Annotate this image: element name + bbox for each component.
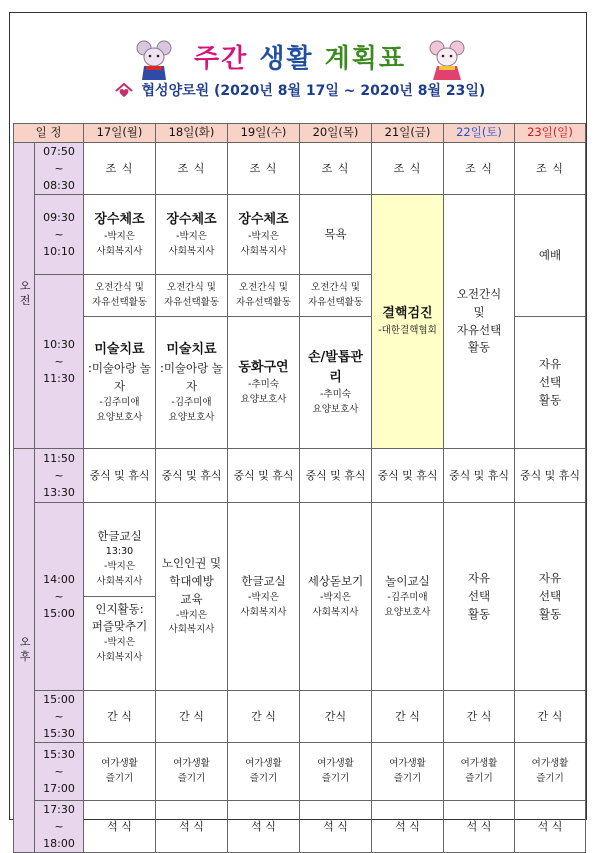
activity-line: 활동 (538, 392, 562, 407)
cell-leisure (372, 743, 444, 801)
header-label: 일 정 (14, 124, 84, 143)
cell-exercise (156, 195, 228, 275)
time-sep: ~ (54, 765, 64, 779)
time-start: 10:30 (43, 338, 75, 352)
activity-staff: -대한결핵협회 (378, 325, 437, 337)
activity-line: 자유 (467, 570, 491, 585)
activity-title: 노인인권 및 (161, 556, 222, 571)
time-end: 15:00 (43, 607, 75, 621)
activity-staff: -박지은 (104, 561, 135, 573)
time-cell (35, 743, 84, 801)
activity-staff: -추미숙 (320, 389, 351, 401)
cell: 중식 및 휴식 (372, 449, 444, 503)
activity-line: 오전간식 (456, 287, 502, 302)
activity-title: 퍼즐맞추기 (91, 619, 148, 634)
activity-role: 사회복지사 (240, 245, 287, 257)
cell-exercise (228, 195, 300, 275)
activity-title: 한글교실 (241, 574, 286, 589)
page-title (0, 38, 600, 75)
title-part-2: 생활 (259, 44, 314, 74)
cell-sat-morning (444, 195, 515, 449)
activity-title: 목욕 (324, 226, 347, 241)
activity-line: 선택 (538, 374, 562, 389)
time-sep: ~ (54, 710, 64, 724)
cell-leisure (300, 743, 372, 801)
activity-title: 장수체조 (238, 211, 289, 227)
activity-staff: -김주미애 (387, 591, 428, 603)
row-lunch (14, 449, 586, 503)
cell: 중식 및 휴식 (300, 449, 372, 503)
activity-line: 자유선택활동 (163, 296, 220, 308)
activity-line: 여가생활 (389, 758, 426, 770)
activity-line: 즐기기 (393, 772, 422, 784)
cell: 조 식 (515, 143, 586, 195)
activity-title: 놀이교실 (385, 574, 430, 589)
cell: 중식 및 휴식 (156, 449, 228, 503)
activity-staff: -박지은 (104, 230, 135, 242)
cell-art (84, 317, 156, 449)
cell: 중식 및 휴식 (515, 449, 586, 503)
activity-role: 사회복지사 (96, 245, 143, 257)
day-sun: 23일(일) (515, 124, 586, 143)
time-end: 18:00 (43, 837, 75, 851)
cell-sat-free (444, 503, 515, 691)
cell-korean (228, 503, 300, 691)
row-exercise (14, 195, 586, 275)
activity-title: 인지활동: (95, 601, 144, 616)
activity-staff: -김주미애 (99, 396, 140, 408)
activity-title: 한글교실 (97, 528, 142, 543)
row-afternoon (14, 503, 586, 691)
day-mon: 17일(월) (84, 124, 156, 143)
time-sep: ~ (54, 355, 64, 369)
time-start: 15:30 (43, 748, 75, 762)
activity-role: 사회복지사 (96, 575, 143, 587)
row-dinner (14, 801, 586, 853)
time-cell (35, 691, 84, 743)
activity-title: 장수체조 (94, 211, 145, 227)
cell: 간 식 (515, 691, 586, 743)
cell-sun-free (515, 317, 586, 449)
activity-title: 학대예방 (169, 574, 214, 589)
activity-line: 선택 (538, 588, 562, 603)
activity-subtitle: :미술아랑 놀자 (159, 361, 224, 393)
activity-subtitle: :미술아랑 놀자 (87, 361, 152, 393)
cell: 조 식 (444, 143, 515, 195)
activity-line: 오전간식 및 (239, 281, 288, 293)
organization-name: 협성양로원 (141, 83, 210, 99)
header-row (14, 124, 586, 143)
activity-staff: -박지은 (176, 230, 207, 242)
day-sat: 22일(토) (444, 124, 515, 143)
activity-role: 사회복지사 (96, 651, 143, 663)
day-tue: 18일(화) (156, 124, 228, 143)
activity-line: 여가생활 (531, 758, 569, 770)
activity-title: 세상돋보기 (307, 574, 364, 589)
time-start: 09:30 (43, 211, 75, 225)
cell-health-exam (372, 195, 444, 449)
time-cell (35, 275, 84, 449)
time-end: 10:10 (43, 245, 75, 259)
activity-line: 즐기기 (249, 772, 278, 784)
cell: 간 식 (84, 691, 156, 743)
activity-line: 선택 (467, 588, 491, 603)
period-pm (14, 449, 35, 853)
cell: 중식 및 휴식 (84, 449, 156, 503)
time-end: 15:30 (43, 727, 75, 741)
activity-staff: -추미숙 (248, 378, 279, 390)
activity-line: 자유 (538, 570, 562, 585)
activity-line: 오전간식 및 (311, 281, 360, 293)
cell: 석 식 (300, 801, 372, 853)
activity-line: 활동 (467, 340, 491, 355)
time-start: 11:50 (43, 452, 75, 466)
cell-nail (300, 317, 372, 449)
activity-title: 교육 (180, 591, 203, 606)
activity-line: 즐기기 (321, 772, 350, 784)
time-start: 14:00 (43, 573, 75, 587)
activity-staff: -박지은 (248, 230, 279, 242)
row-leisure (14, 743, 586, 801)
activity-staff: -박지은 (248, 591, 279, 603)
cell: 간 식 (444, 691, 515, 743)
period-am-label: 오 전 (18, 280, 32, 306)
cell-storytelling (228, 317, 300, 449)
house-heart-icon (115, 83, 133, 99)
day-fri: 21일(금) (372, 124, 444, 143)
cell-leisure (84, 743, 156, 801)
activity-role: 사회복지사 (168, 624, 215, 636)
cell-bath (300, 195, 372, 275)
activity-title: 장수체조 (166, 211, 217, 227)
cell-sun-free (515, 503, 586, 691)
activity-role: 사회복지사 (240, 606, 287, 618)
cell-play (372, 503, 444, 691)
row-breakfast (14, 143, 586, 195)
activity-line: 여가생활 (460, 758, 498, 770)
time-start: 15:00 (43, 693, 75, 707)
period-am (14, 143, 35, 449)
cell: 간 식 (228, 691, 300, 743)
cell-leisure (515, 743, 586, 801)
time-end: 13:30 (43, 486, 75, 500)
cell: 석 식 (228, 801, 300, 853)
cell-leisure (156, 743, 228, 801)
activity-line: 즐기기 (177, 772, 206, 784)
cell: 간 식 (156, 691, 228, 743)
cell: 간 식 (372, 691, 444, 743)
cell-snack-free (156, 275, 228, 317)
activity-title: 미술치료 (166, 342, 217, 358)
time-end: 11:30 (43, 372, 75, 386)
activity-title: 동화구연 (238, 359, 289, 375)
activity-line: 여가생활 (317, 758, 354, 770)
subtitle (0, 80, 600, 100)
cell: 석 식 (84, 801, 156, 853)
title-part-1: 주간 (194, 44, 249, 74)
cell: 조 식 (300, 143, 372, 195)
cell: 조 식 (228, 143, 300, 195)
time-sep: ~ (54, 469, 64, 483)
day-thu: 20일(목) (300, 124, 372, 143)
cell-rights (156, 503, 228, 691)
title-row (0, 38, 600, 82)
cell: 석 식 (515, 801, 586, 853)
activity-staff: -김주미애 (171, 396, 212, 408)
cell: 간식 (300, 691, 372, 743)
time-sep: ~ (54, 228, 64, 242)
title-part-3: 계획표 (324, 44, 406, 74)
cell: 석 식 (156, 801, 228, 853)
period-pm-label: 오 후 (18, 635, 32, 661)
activity-line: 활동 (467, 606, 491, 621)
activity-line: 자유선택 (456, 322, 502, 337)
cell-snack-free (300, 275, 372, 317)
cell-leisure (444, 743, 515, 801)
cell-snack-free (84, 275, 156, 317)
activity-role: 요양보호사 (168, 411, 215, 423)
cell: 중식 및 휴식 (444, 449, 515, 503)
activity-role: 요양보호사 (312, 403, 359, 415)
cognitive-block (84, 597, 155, 670)
time-cell (35, 195, 84, 275)
activity-role: 요양보호사 (96, 411, 143, 423)
activity-role: 사회복지사 (168, 245, 215, 257)
activity-line: 자유선택활동 (91, 296, 148, 308)
activity-title: 미술치료 (94, 342, 145, 358)
time-cell (35, 801, 84, 853)
activity-line: 오전간식 및 (95, 281, 144, 293)
schedule-period: (2020년 8월 17일 ~ 2020년 8월 23일) (214, 83, 486, 99)
activity-title: 손/발톱관리 (308, 349, 363, 385)
cell-art (156, 317, 228, 449)
activity-title: 예배 (538, 247, 562, 262)
activity-line: 및 (473, 304, 485, 319)
cell-snack-free (228, 275, 300, 317)
activity-line: 여가생활 (245, 758, 282, 770)
mouse-mascot-right-icon (425, 38, 469, 82)
cell: 중식 및 휴식 (228, 449, 300, 503)
cell-exercise (84, 195, 156, 275)
cell-korean-cognitive (84, 503, 156, 691)
activity-line: 여가생활 (101, 758, 138, 770)
cell-world (300, 503, 372, 691)
activity-staff: -박지은 (176, 609, 207, 621)
activity-line: 오전간식 및 (167, 281, 216, 293)
activity-line: 여가생활 (173, 758, 210, 770)
cell-leisure (228, 743, 300, 801)
time-end: 08:30 (43, 179, 75, 193)
activity-line: 즐기기 (105, 772, 134, 784)
time-end: 17:00 (43, 782, 75, 796)
activity-title: 결핵검진 (382, 306, 433, 322)
time-start: 17:30 (43, 803, 75, 817)
activity-line: 자유 (538, 356, 562, 371)
activity-role: 사회복지사 (312, 606, 359, 618)
activity-line: 자유선택활동 (307, 296, 364, 308)
time-start: 07:50 (43, 145, 75, 158)
activity-line: 자유선택활동 (235, 296, 292, 308)
activity-staff: -박지은 (320, 591, 351, 603)
cell: 석 식 (444, 801, 515, 853)
time-sep: ~ (54, 590, 64, 604)
cell: 조 식 (156, 143, 228, 195)
day-wed: 19일(수) (228, 124, 300, 143)
cell: 조 식 (372, 143, 444, 195)
activity-role: 요양보호사 (384, 606, 431, 618)
activity-role: 요양보호사 (240, 393, 287, 405)
cell-worship (515, 195, 586, 317)
activity-line: 즐기기 (465, 772, 493, 784)
time-cell (35, 143, 84, 195)
time-sep: ~ (54, 820, 64, 834)
activity-time: 13:30 (105, 546, 134, 558)
time-sep: ~ (54, 162, 64, 176)
time-cell (35, 449, 84, 503)
cell: 석 식 (372, 801, 444, 853)
activity-staff: -박지은 (104, 637, 135, 649)
schedule-table (13, 123, 586, 853)
activity-line: 즐기기 (536, 772, 564, 784)
row-snack (14, 691, 586, 743)
time-cell (35, 503, 84, 691)
cell: 조 식 (84, 143, 156, 195)
korean-class-block (84, 524, 155, 597)
activity-line: 활동 (538, 606, 562, 621)
